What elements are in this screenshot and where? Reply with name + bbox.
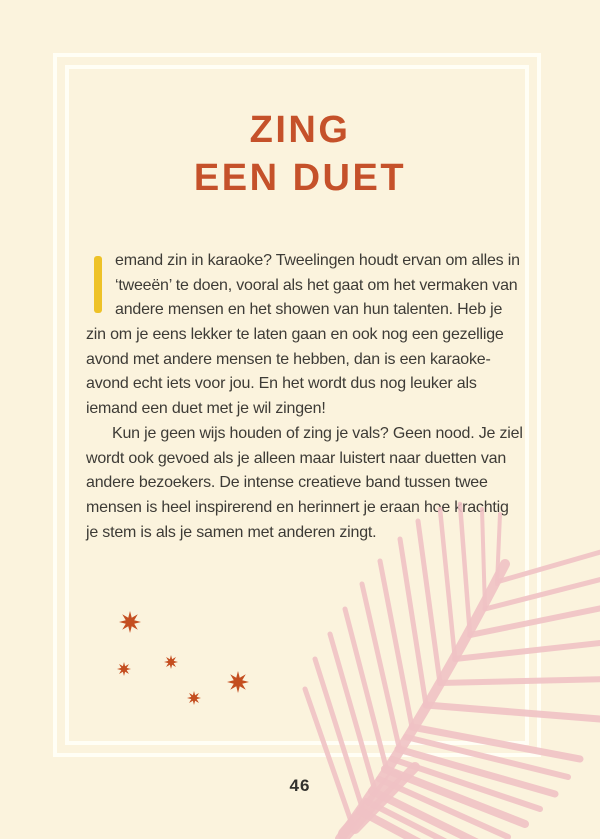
paragraph1-line: avond echt iets voor jou. En het wordt dus nog leuker als [86,375,477,393]
sparkle-star-icon [117,662,131,676]
sparkle-star-icon [227,671,249,693]
paragraph2-line: je stem is als je samen met anderen zingt. [86,523,377,541]
paragraph2-line: Kun je geen wijs houden of zing je vals? Geen nood. Je ziel [112,424,523,442]
paragraph1-line: emand zin in karaoke? Tweelingen houdt ervan om alles in [115,252,520,269]
paragraph1-line: andere mensen en het showen van hun talenten. Heb je [115,301,503,319]
sparkle-star-icon [187,691,201,705]
page-number: 46 [289,776,311,795]
paragraph1-line: zin om je eens lekker te laten gaan en ook nog een gezellige [86,326,504,344]
paragraph1-line: avond met andere mensen te hebben, dan is een karaoke- [86,350,491,368]
sparkle-star-icon [164,655,178,669]
sparkle-star-icon [119,611,141,633]
paragraph1-line: iemand een duet met je wil zingen! [86,400,326,418]
title-line-2: EEN DUET [193,157,407,199]
paragraph2-line: wordt ook gevoed als je alleen maar luistert naar duetten van [86,449,507,467]
page-title [0,106,600,202]
paragraph2-line: mensen is heel inspirerend en herinnert je eraan hoe krachtig [86,498,509,516]
dropcap-bar-icon [94,256,102,313]
paragraph1-line: ‘tweeën’ te doen, vooral als het gaat om het vermaken van [115,276,518,294]
paragraph2-line: andere bezoekers. De intense creatieve band tussen twee [86,474,488,492]
body-text-block [86,249,546,545]
title-line-1: ZING [249,109,351,151]
